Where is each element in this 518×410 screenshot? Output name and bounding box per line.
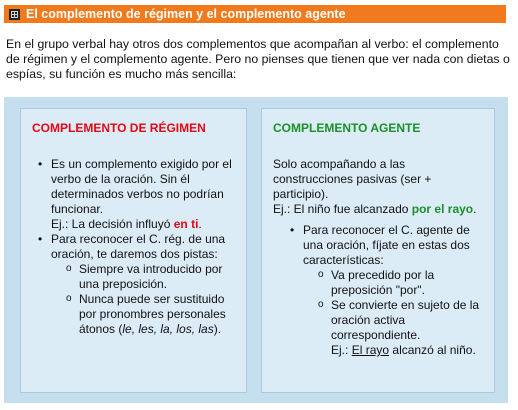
panel-complemento-agente xyxy=(261,108,495,393)
agente-sub-example-underlined: El rayo xyxy=(351,343,390,357)
agente-example-prefix: Ej.: El niño fue alcanzado xyxy=(273,202,409,216)
sublist-item xyxy=(331,298,488,358)
agente-list xyxy=(303,223,488,358)
panel-complemento-regimen xyxy=(20,108,247,393)
list-item xyxy=(51,157,241,232)
list-item xyxy=(303,223,488,358)
regimen-clue-2-end: ). xyxy=(213,322,222,336)
sublist-item xyxy=(79,292,241,337)
agente-example-suffix: . xyxy=(473,202,477,216)
agente-definition-text: Solo acompañando a las construcciones pasivas (ser + participio). xyxy=(273,157,432,201)
panel-title-agente: COMPLEMENTO AGENTE xyxy=(273,121,421,135)
regimen-clues-intro: Para reconocer el C. rég. de una oración, te daremos dos pistas: xyxy=(51,232,226,261)
sublist-item xyxy=(79,262,241,292)
intro-paragraph: En el grupo verbal hay otros dos complementos que acompañan al verbo: el complemento de régimen y el complemento agente. Pero no pienses que tienen que ver nada con dietas o espías, su función es mucho más sencilla: xyxy=(6,37,510,81)
agente-clue-2: Se convierte en sujeto de la oración activa correspondiente. xyxy=(331,298,480,342)
agente-sub-example-prefix: Ej.: xyxy=(331,343,349,357)
agente-definition xyxy=(273,157,485,217)
regimen-definition: Es un complemento exigido por el verbo de la oración. Sin él determinados verbos no podrían funcionar. xyxy=(51,157,232,216)
regimen-example-prefix: Ej.: La decisión influyó xyxy=(51,217,171,231)
regimen-list xyxy=(51,157,241,337)
agente-clue-1: Va precedido por la preposición "por". xyxy=(331,268,435,297)
pronoun-list: le, les, la, los, las xyxy=(122,322,214,336)
regimen-sublist xyxy=(79,262,241,337)
sublist-item xyxy=(331,268,488,298)
regimen-clue-1: Siempre va introducido por una preposición. xyxy=(79,262,223,291)
regimen-example-suffix: . xyxy=(198,217,202,231)
section-title: El complemento de régimen y el complemento agente xyxy=(26,7,346,21)
agente-sub-example-suffix: alcanzó al niño. xyxy=(392,343,476,357)
agente-example-highlight: por el rayo xyxy=(411,202,474,216)
panel-title-regimen: COMPLEMENTO DE RÉGIMEN xyxy=(32,121,206,135)
list-item xyxy=(51,232,241,337)
agente-clues-intro: Para reconocer el C. agente de una oración, fíjate en estas dos características: xyxy=(303,223,470,267)
section-title-bar xyxy=(4,5,506,23)
comparison-container xyxy=(4,97,508,403)
regimen-clue-2: Nunca puede ser sustituido por pronombres personales átonos ( xyxy=(79,292,226,336)
agente-sublist xyxy=(331,268,488,358)
regimen-example-highlight: en ti xyxy=(173,217,199,231)
grid-square-icon xyxy=(9,9,20,20)
